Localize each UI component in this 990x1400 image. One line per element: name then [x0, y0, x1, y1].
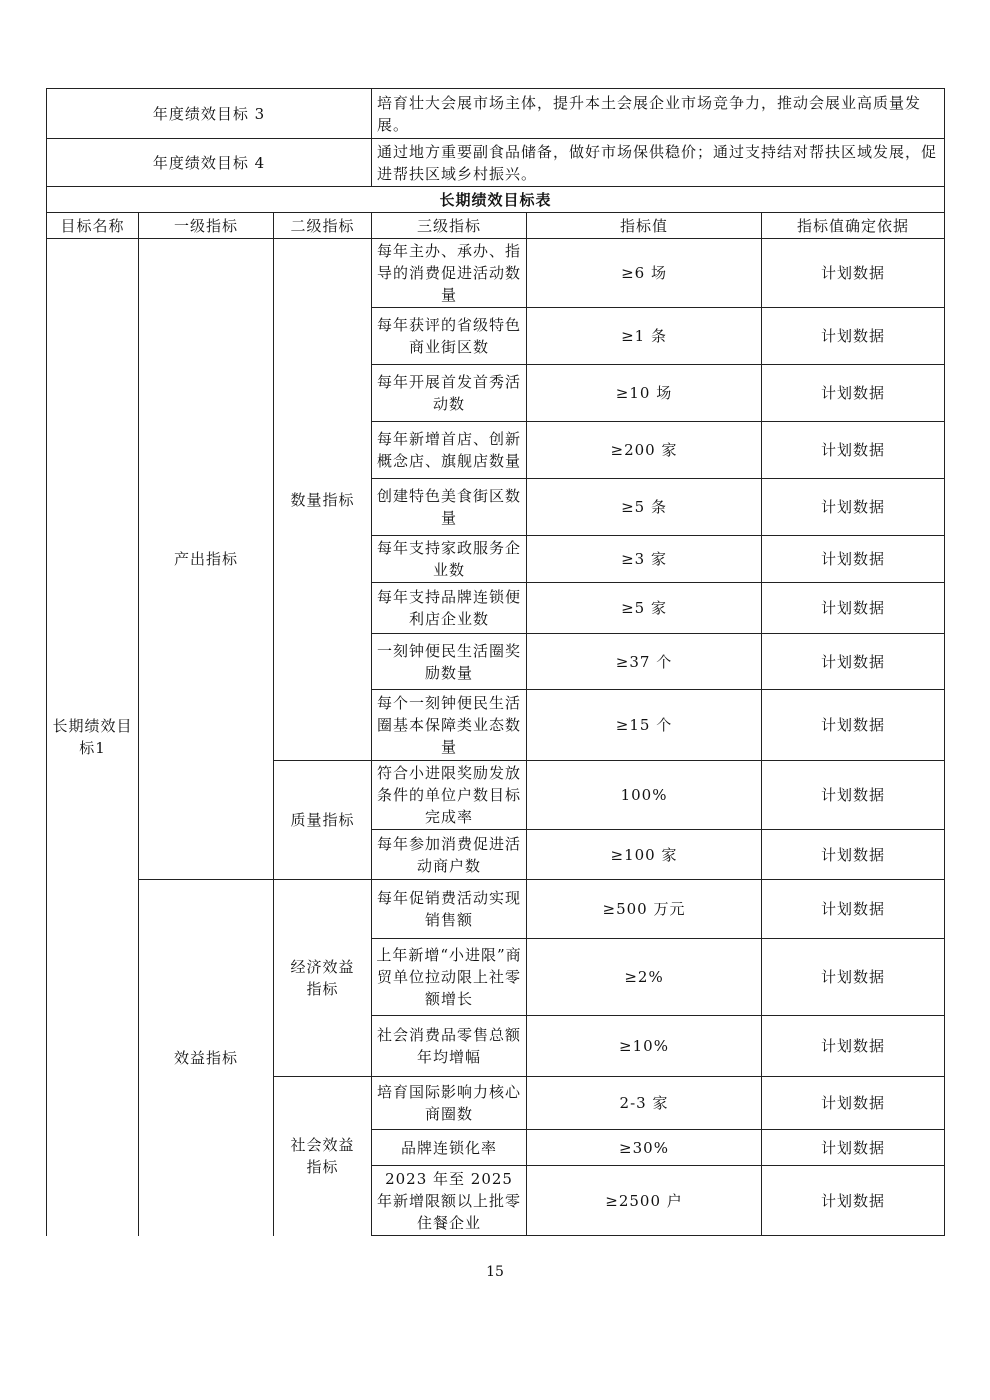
level3-cell: 上年新增“小进限”商贸单位拉动限上社零额增长	[372, 939, 527, 1016]
level3-cell: 创建特色美食街区数量	[372, 479, 527, 536]
level3-cell: 每个一刻钟便民生活圈基本保障类业态数量	[372, 690, 527, 761]
value-cell: 2-3 家	[527, 1077, 762, 1130]
section-title-row	[47, 187, 945, 213]
value-cell: ≥3 家	[527, 536, 762, 583]
level3-cell: 每年新增首店、创新概念店、旗舰店数量	[372, 422, 527, 479]
level2-economic-label: 经济效益指标	[290, 958, 355, 998]
header-value: 指标值	[527, 213, 762, 239]
value-cell: ≥500 万元	[527, 880, 762, 939]
basis-cell: 计划数据	[762, 479, 945, 536]
level3-cell: 每年主办、承办、指导的消费促进活动数量	[372, 239, 527, 308]
value-cell: ≥5 条	[527, 479, 762, 536]
level3-cell: 培育国际影响力核心商圈数	[372, 1077, 527, 1130]
value-cell: ≥5 家	[527, 583, 762, 634]
basis-cell: 计划数据	[762, 239, 945, 308]
header-target-name: 目标名称	[47, 213, 139, 239]
basis-cell: 计划数据	[762, 308, 945, 365]
level3-cell: 每年支持品牌连锁便利店企业数	[372, 583, 527, 634]
annual-goal-text: 培育壮大会展市场主体，提升本土会展企业市场竞争力，推动会展业高质量发展。	[372, 89, 945, 139]
value-cell: ≥2%	[527, 939, 762, 1016]
value-cell: ≥15 个	[527, 690, 762, 761]
basis-cell: 计划数据	[762, 583, 945, 634]
value-cell: ≥10 场	[527, 365, 762, 422]
page-number: 15	[486, 1264, 504, 1280]
header-row	[47, 213, 945, 239]
performance-goals-table	[46, 88, 945, 1236]
basis-cell: 计划数据	[762, 761, 945, 830]
value-cell: ≥10%	[527, 1016, 762, 1077]
level2-economic-cell	[274, 880, 372, 1077]
basis-cell: 计划数据	[762, 1077, 945, 1130]
value-cell: ≥200 家	[527, 422, 762, 479]
value-cell: ≥30%	[527, 1130, 762, 1166]
target-name-cell: 长期绩效目标1	[47, 239, 139, 1236]
level3-cell: 符合小进限奖励发放条件的单位户数目标完成率	[372, 761, 527, 830]
level3-cell: 2023 年至 2025 年新增限额以上批零住餐企业	[372, 1166, 527, 1236]
basis-cell: 计划数据	[762, 634, 945, 690]
header-level1: 一级指标	[139, 213, 274, 239]
table-row	[47, 880, 945, 939]
level3-cell: 品牌连锁化率	[372, 1130, 527, 1166]
level3-cell: 每年开展首发首秀活动数	[372, 365, 527, 422]
level3-cell: 每年促销费活动实现销售额	[372, 880, 527, 939]
annual-goal-row	[47, 89, 945, 139]
level3-cell: 每年获评的省级特色商业街区数	[372, 308, 527, 365]
value-cell: ≥6 场	[527, 239, 762, 308]
value-cell: 100%	[527, 761, 762, 830]
value-cell: ≥37 个	[527, 634, 762, 690]
basis-cell: 计划数据	[762, 1016, 945, 1077]
level3-cell: 每年支持家政服务企业数	[372, 536, 527, 583]
basis-cell: 计划数据	[762, 536, 945, 583]
level1-benefit-cell: 效益指标	[139, 880, 274, 1236]
annual-goal-text: 通过地方重要副食品储备，做好市场保供稳价；通过支持结对帮扶区域发展，促进帮扶区域乡村振兴。	[372, 139, 945, 187]
level2-social-label: 社会效益指标	[290, 1136, 355, 1177]
level2-quantity-cell: 数量指标	[274, 239, 372, 761]
level1-output-cell: 产出指标	[139, 239, 274, 880]
level3-cell: 社会消费品零售总额年均增幅	[372, 1016, 527, 1077]
table-row	[47, 239, 945, 308]
basis-cell: 计划数据	[762, 422, 945, 479]
long-term-title: 长期绩效目标表	[47, 187, 945, 213]
level2-quality-cell: 质量指标	[274, 761, 372, 880]
basis-cell: 计划数据	[762, 1166, 945, 1236]
basis-cell: 计划数据	[762, 1130, 945, 1166]
basis-cell: 计划数据	[762, 830, 945, 880]
level2-social-cell	[274, 1077, 372, 1236]
value-cell: ≥2500 户	[527, 1166, 762, 1236]
basis-cell: 计划数据	[762, 939, 945, 1016]
value-cell: ≥100 家	[527, 830, 762, 880]
annual-goal-label: 年度绩效目标 4	[47, 139, 372, 187]
value-cell: ≥1 条	[527, 308, 762, 365]
header-level2: 二级指标	[274, 213, 372, 239]
annual-goal-row	[47, 139, 945, 187]
annual-goal-label: 年度绩效目标 3	[47, 89, 372, 139]
header-basis: 指标值确定依据	[762, 213, 945, 239]
basis-cell: 计划数据	[762, 365, 945, 422]
header-level3: 三级指标	[372, 213, 527, 239]
basis-cell: 计划数据	[762, 880, 945, 939]
basis-cell: 计划数据	[762, 690, 945, 761]
level3-cell: 一刻钟便民生活圈奖励数量	[372, 634, 527, 690]
level3-cell: 每年参加消费促进活动商户数	[372, 830, 527, 880]
